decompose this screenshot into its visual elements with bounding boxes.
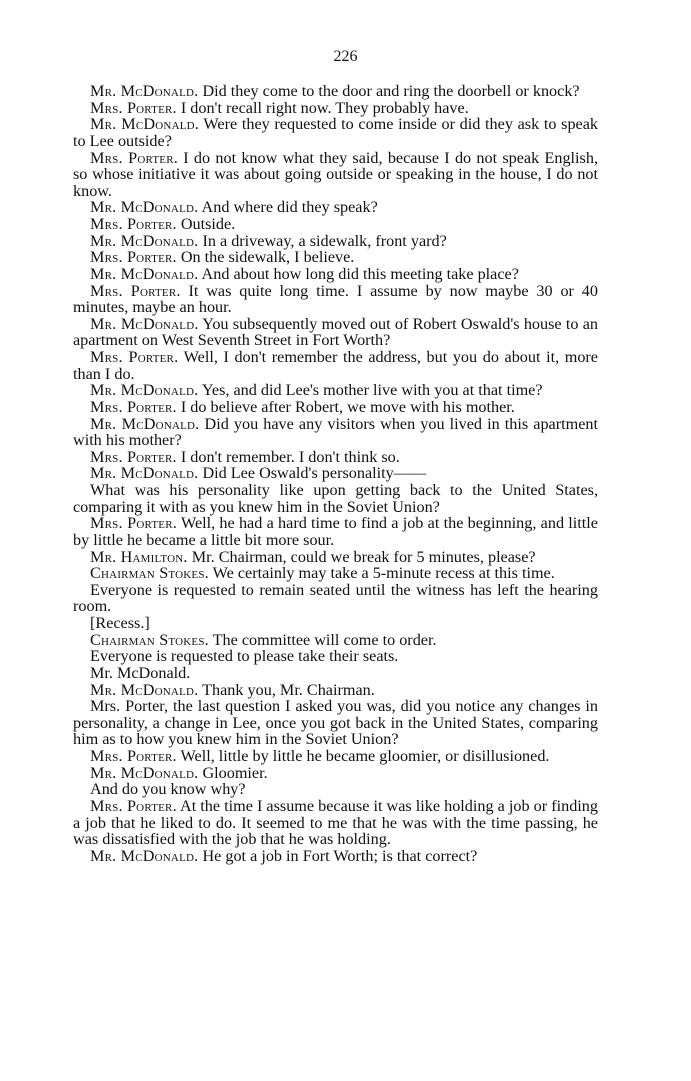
transcript-paragraph — [73, 465, 598, 482]
transcript-paragraph — [73, 150, 598, 200]
transcript-paragraph — [73, 515, 598, 548]
paragraph-text: Mr. McDonald. — [90, 663, 191, 682]
paragraph-text: Mr. Chairman, could we break for 5 minutes, please? — [187, 547, 536, 566]
transcript-paragraph — [73, 266, 598, 283]
transcript-paragraph — [73, 615, 598, 632]
speaker-label: Mr. McDonald. — [90, 314, 199, 333]
speaker-label: Mrs. Porter. — [90, 148, 179, 167]
transcript-paragraph — [73, 100, 598, 117]
paragraph-text: We certainly may take a 5-minute recess at this time. — [208, 564, 555, 583]
speaker-label: Mrs. Porter. — [90, 281, 181, 300]
speaker-label: Mr. McDonald. — [90, 763, 199, 782]
transcript-paragraph — [73, 632, 598, 649]
transcript-paragraph — [73, 449, 598, 466]
transcript-paragraph — [73, 549, 598, 566]
speaker-label: Chairman Stokes. — [90, 564, 209, 583]
paragraph-text: Well, he had a hard time to find a job at the beginning, and little by little he became a little bit more sour. — [73, 514, 598, 549]
paragraph-text: Yes, and did Lee's mother live with you at that time? — [198, 381, 543, 400]
paragraph-text: Well, little by little he became gloomier, or disillusioned. — [176, 747, 550, 765]
speaker-label: Mr. McDonald. — [90, 381, 199, 400]
paragraph-text: Did they come to the door and ring the doorbell or knock? — [198, 82, 580, 100]
paragraph-text: And do you know why? — [90, 780, 246, 799]
paragraph-text: Everyone is requested to please take their seats. — [90, 647, 399, 666]
transcript-paragraph — [73, 848, 598, 865]
transcript-paragraph — [73, 698, 598, 748]
paragraph-text: Were they requested to come inside or did they ask to speak to Lee outside? — [73, 115, 598, 150]
transcript-paragraph — [73, 382, 598, 399]
transcript-paragraph — [73, 781, 598, 798]
paragraph-text: Did Lee Oswald's personality—— — [198, 464, 427, 483]
paragraph-text: [Recess.] — [90, 614, 150, 632]
speaker-label: Mr. McDonald. — [90, 115, 200, 134]
speaker-label: Mrs. Porter. — [90, 98, 177, 117]
paragraph-text: Thank you, Mr. Chairman. — [198, 680, 375, 699]
paragraph-text: I do believe after Robert, we move with his mother. — [176, 397, 515, 416]
speaker-label: Mrs. Porter. — [90, 796, 177, 815]
speaker-label: Mr. McDonald. — [90, 231, 199, 250]
transcript-paragraph — [73, 798, 598, 848]
paragraph-text: In a driveway, a sidewalk, front yard? — [198, 231, 447, 250]
speaker-label: Mrs. Porter. — [90, 514, 177, 533]
speaker-label: Mr. McDonald. — [90, 414, 200, 433]
paragraph-text: The committee will come to order. — [208, 630, 437, 649]
speaker-label: Mr. McDonald. — [90, 82, 199, 100]
paragraph-text: Gloomier. — [198, 763, 268, 782]
transcript-paragraph — [73, 249, 598, 266]
transcript-paragraph — [73, 765, 598, 782]
paragraph-text: Everyone is requested to remain seated until the witness has left the hearing room. — [73, 580, 598, 616]
transcript-paragraph — [73, 416, 598, 449]
transcript-paragraph — [73, 349, 598, 382]
transcript-paragraph — [73, 582, 598, 615]
paragraph-text: Did you have any visitors when you lived in this apartment with his mother? — [73, 414, 598, 450]
paragraph-text: I don't remember. I don't think so. — [176, 447, 400, 466]
paragraph-text: What was his personality like upon getting back to the United States, comparing it with as you knew him in the Soviet Union? — [73, 481, 598, 516]
speaker-label: Mr. McDonald. — [90, 680, 199, 699]
paragraph-text: Outside. — [176, 215, 236, 233]
paragraph-text: He got a job in Fort Worth; is that correct? — [198, 846, 478, 865]
transcript-paragraph — [73, 199, 598, 216]
speaker-label: Chairman Stokes. — [90, 630, 209, 649]
paragraph-text: I do not know what they said, because I do not speak English, so whose initiative it was about going outside or speaking in the house, I do not know. — [73, 148, 598, 200]
paragraph-text: And about how long did this meeting take place? — [198, 264, 519, 283]
paragraph-text: It was quite long time. I assume by now maybe 30 or 40 minutes, maybe an hour. — [73, 281, 598, 317]
speaker-label: Mrs. Porter. — [90, 215, 177, 233]
paragraph-text: You subsequently moved out of Robert Oswald's house to an apartment on West Seventh Street in Fort Worth? — [73, 314, 598, 350]
transcript-paragraph — [73, 283, 598, 316]
paragraph-text: Mrs. Porter, the last question I asked you was, did you notice any changes in personality, a change in Lee, once you got back in the United States, comparing him as to how you knew him in the Soviet Union? — [73, 697, 598, 749]
page-number: 226 — [333, 48, 358, 65]
transcript-paragraph — [73, 748, 598, 765]
paragraph-text: At the time I assume because it was like holding a job or finding a job that he liked to do. It seemed to me that he was with the time passing, he was dissatisfied with the job that he was holding. — [73, 796, 598, 849]
speaker-label: Mrs. Porter. — [90, 397, 177, 416]
speaker-label: Mrs. Porter. — [90, 747, 177, 765]
speaker-label: Mrs. Porter. — [90, 248, 177, 267]
transcript-paragraph — [73, 116, 598, 149]
speaker-label: Mrs. Porter. — [90, 348, 179, 366]
paragraph-text: I don't recall right now. They probably have. — [176, 98, 469, 117]
transcript-paragraph — [73, 682, 598, 699]
speaker-label: Mr. Hamilton. — [90, 547, 188, 566]
speaker-label: Mr. McDonald. — [90, 846, 199, 865]
transcript-paragraph — [73, 648, 598, 665]
transcript-paragraph — [73, 83, 598, 100]
transcript-paragraph — [73, 316, 598, 349]
transcript-body — [73, 83, 598, 864]
speaker-label: Mr. McDonald. — [90, 264, 199, 283]
paragraph-text: Well, I don't remember the address, but you do about it, more than I do. — [73, 348, 598, 383]
transcript-paragraph — [73, 233, 598, 250]
transcript-paragraph — [73, 665, 598, 682]
transcript-paragraph — [73, 482, 598, 515]
speaker-label: Mrs. Porter. — [90, 447, 177, 466]
paragraph-text: And where did they speak? — [198, 198, 378, 217]
transcript-paragraph — [73, 565, 598, 582]
transcript-paragraph — [73, 216, 598, 233]
transcript-paragraph — [73, 399, 598, 416]
paragraph-text: On the sidewalk, I believe. — [176, 248, 355, 267]
speaker-label: Mr. McDonald. — [90, 198, 199, 217]
speaker-label: Mr. McDonald. — [90, 464, 199, 483]
